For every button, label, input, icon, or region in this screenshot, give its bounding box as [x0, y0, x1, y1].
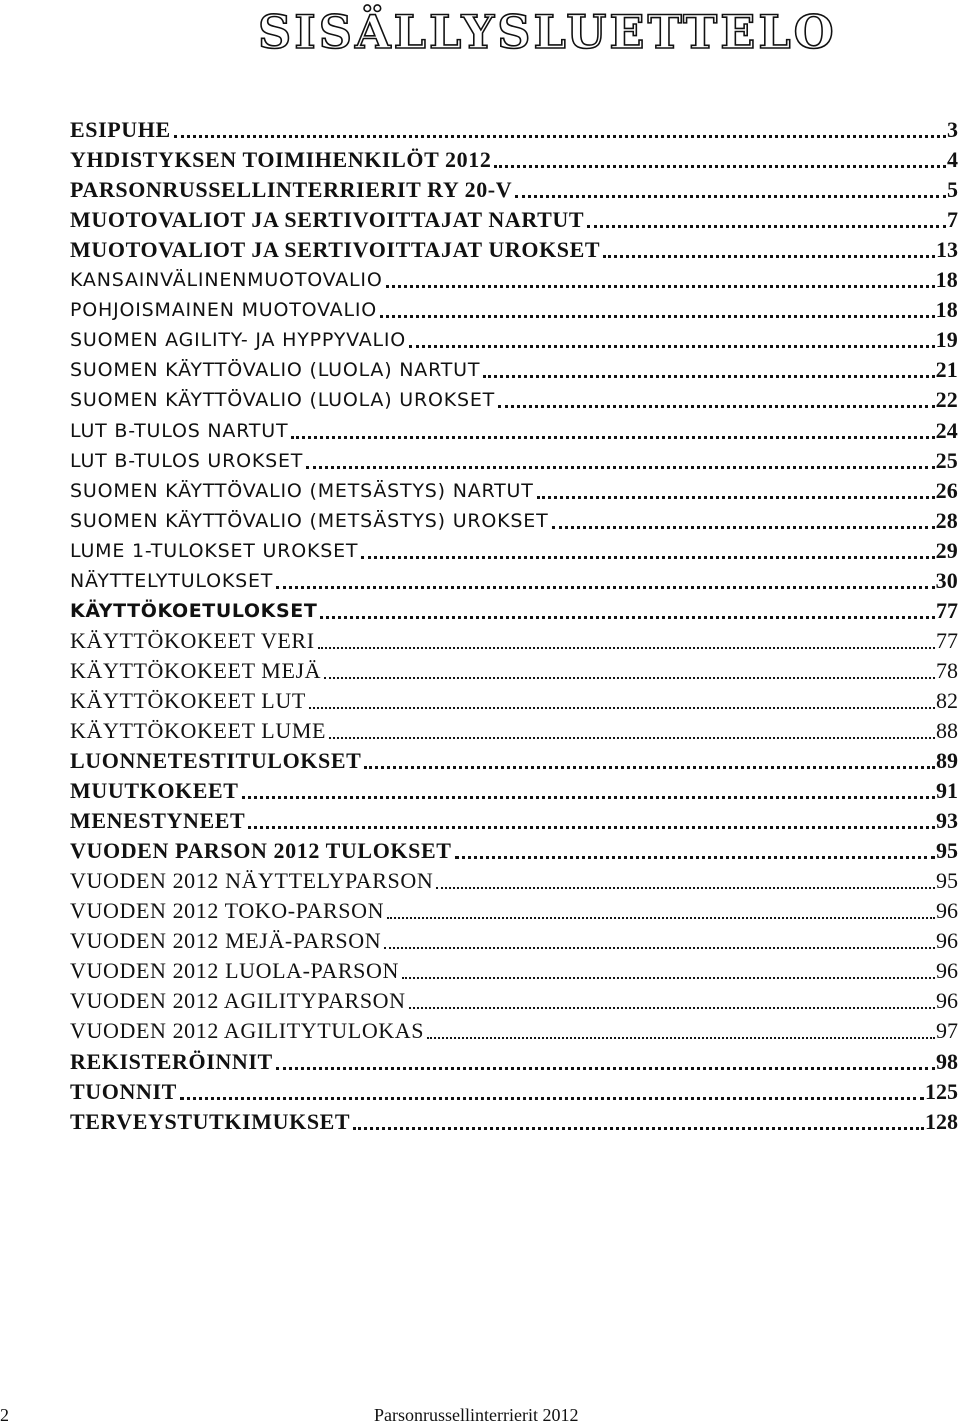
toc-entry-page-number: 96 — [936, 988, 958, 1014]
toc-entry-page-number: 96 — [936, 898, 958, 924]
toc-entry-label: MUOTOVALIOT JA SERTIVOITTAJAT NARTUT — [70, 207, 585, 233]
toc-entry-page-number: 26 — [935, 477, 958, 503]
toc-entry-page-number: 13 — [936, 237, 958, 263]
toc-entry — [70, 804, 958, 834]
dot-leader — [291, 430, 934, 439]
toc-entry-label: ESIPUHE — [70, 117, 171, 143]
toc-entry-label: LUT B-TULOS UROKSET — [70, 449, 304, 472]
toc-entry-label: VUODEN 2012 AGILITYTULOKAS — [70, 1018, 425, 1044]
toc-entry — [70, 744, 958, 774]
toc-entry-page-number: 95 — [936, 838, 958, 864]
toc-entry-label: TERVEYSTUTKIMUKSET — [70, 1108, 351, 1134]
dot-leader — [242, 790, 935, 799]
toc-entry — [70, 714, 958, 744]
toc-entry — [70, 654, 958, 684]
toc-entry-page-number: 95 — [936, 868, 958, 894]
toc-entry-page-number: 93 — [936, 808, 958, 834]
toc-entry — [70, 263, 958, 293]
dot-leader — [380, 309, 935, 318]
dot-leader — [387, 911, 935, 919]
toc-entry — [70, 564, 958, 594]
toc-entry — [70, 864, 958, 894]
toc-entry-page-number: 4 — [947, 147, 958, 173]
dot-leader — [409, 339, 935, 348]
toc-entry — [70, 323, 958, 353]
dot-leader — [603, 249, 935, 258]
dot-leader — [494, 159, 946, 168]
toc-entry-page-number: 89 — [936, 748, 958, 774]
toc-entry — [70, 684, 958, 714]
toc-entry-page-number: 18 — [935, 297, 958, 323]
dot-leader — [515, 189, 946, 198]
page-title: SISÄLLYSLUETTELO — [258, 5, 837, 59]
toc-entry — [70, 1014, 958, 1044]
toc-entry-label: SUOMEN KÄYTTÖVALIO (LUOLA) NARTUT — [70, 359, 481, 382]
toc-entry-page-number: 28 — [935, 507, 958, 533]
toc-entry-page-number: 77 — [936, 627, 958, 653]
dot-leader — [364, 760, 935, 769]
toc-entry-page-number: 29 — [935, 537, 958, 563]
toc-entry — [70, 1105, 958, 1135]
toc-entry — [70, 203, 958, 233]
toc-entry-label: VUODEN 2012 NÄYTTELYPARSON — [70, 868, 434, 894]
dot-leader — [306, 460, 934, 469]
toc-entry-label: PARSONRUSSELLINTERRIERIT RY 20-V — [70, 177, 513, 203]
toc-entry-label: LUONNETESTITULOKSET — [70, 748, 362, 774]
toc-entry-label: SUOMEN AGILITY- JA HYPPYVALIO — [70, 329, 407, 352]
dot-leader — [324, 671, 935, 679]
publication-footer: Parsonrussellinterrierit 2012 — [374, 1405, 579, 1425]
toc-entry-page-number: 21 — [935, 357, 958, 383]
toc-entry-label: VUODEN 2012 MEJÄ-PARSON — [70, 928, 382, 954]
toc-entry-label: LUME 1-TULOKSET UROKSET — [70, 539, 359, 562]
toc-entry-page-number: 96 — [936, 958, 958, 984]
dot-leader — [455, 850, 936, 859]
toc-entry — [70, 233, 958, 263]
toc-entry-page-number: 19 — [935, 327, 958, 353]
toc-entry — [70, 954, 958, 984]
dot-leader — [174, 129, 946, 138]
toc-entry-label: VUODEN 2012 LUOLA-PARSON — [70, 958, 399, 984]
dot-leader — [353, 1121, 924, 1130]
toc-entry-label: VUODEN 2012 TOKO-PARSON — [70, 898, 385, 924]
toc-entry-page-number: 7 — [947, 207, 958, 233]
toc-entry-label: SUOMEN KÄYTTÖVALIO (METSÄSTYS) NARTUT — [70, 479, 534, 502]
toc-entry — [70, 353, 958, 383]
toc-entry-page-number: 22 — [935, 387, 958, 413]
dot-leader — [427, 1031, 935, 1039]
toc-entry-label: MUUTKOKEET — [70, 778, 239, 804]
toc-entry — [70, 834, 958, 864]
toc-entry — [70, 383, 958, 413]
toc-entry-label: TUONNIT — [70, 1078, 177, 1104]
toc-entry-page-number: 18 — [935, 267, 958, 293]
dot-leader — [386, 279, 935, 288]
dot-leader — [276, 580, 934, 589]
toc-entry — [70, 143, 958, 173]
toc-entry-label: KÄYTTÖKOKEET LUT — [70, 687, 306, 713]
toc-entry-label: NÄYTTELYTULOKSET — [70, 569, 274, 592]
toc-entry-label: REKISTERÖINNIT — [70, 1048, 273, 1074]
toc-entry — [70, 444, 958, 474]
dot-leader — [384, 941, 935, 949]
dot-leader — [483, 369, 934, 378]
toc-entry-page-number: 3 — [947, 117, 958, 143]
toc-entry — [70, 624, 958, 654]
toc-entry-label: VUODEN PARSON 2012 TULOKSET — [70, 838, 452, 864]
toc-entry-label: POHJOISMAINEN MUOTOVALIO — [70, 299, 377, 322]
toc-entry-page-number: 91 — [936, 778, 958, 804]
toc-entry-label: SUOMEN KÄYTTÖVALIO (LUOLA) UROKSET — [70, 389, 496, 412]
toc-entry — [70, 173, 958, 203]
dot-leader — [537, 490, 935, 499]
dot-leader — [318, 641, 935, 649]
toc-entry — [70, 984, 958, 1014]
toc-entry-page-number: 125 — [925, 1078, 958, 1104]
toc-entry-page-number: 77 — [936, 597, 958, 623]
toc-entry-page-number: 24 — [935, 417, 958, 443]
toc-entry-page-number: 82 — [936, 687, 958, 713]
toc-entry-label: KÄYTTÖKOKEET VERI — [70, 627, 315, 653]
dot-leader — [587, 219, 946, 228]
toc-entry-label: LUT B-TULOS NARTUT — [70, 419, 289, 442]
toc-entry — [70, 474, 958, 504]
toc-entry-label: KANSAINVÄLINENMUOTOVALIO — [70, 269, 383, 292]
toc-entry-page-number: 78 — [936, 657, 958, 683]
page-number: 2 — [0, 1405, 9, 1425]
dot-leader — [552, 520, 935, 529]
toc-entry-label: KÄYTTÖKOKEET LUME — [70, 717, 327, 743]
toc-entry — [70, 924, 958, 954]
dot-leader — [361, 550, 934, 559]
toc-entry-label: YHDISTYKSEN TOIMIHENKILÖT 2012 — [70, 147, 492, 173]
toc-entry — [70, 504, 958, 534]
toc-entry — [70, 1044, 958, 1074]
toc-entry-page-number: 5 — [947, 177, 958, 203]
dot-leader — [409, 1001, 935, 1009]
dot-leader — [436, 881, 935, 889]
toc-entry — [70, 113, 958, 143]
toc-entry-page-number: 128 — [925, 1108, 958, 1134]
toc-entry-page-number: 25 — [935, 447, 958, 473]
toc-entry-page-number: 97 — [936, 1018, 958, 1044]
toc-entry-page-number: 96 — [936, 928, 958, 954]
dot-leader — [248, 820, 935, 829]
table-of-contents — [70, 113, 958, 1135]
toc-entry-page-number: 30 — [935, 567, 958, 593]
dot-leader — [402, 971, 935, 979]
toc-entry — [70, 534, 958, 564]
toc-entry — [70, 293, 958, 323]
toc-entry-label: SUOMEN KÄYTTÖVALIO (METSÄSTYS) UROKSET — [70, 509, 549, 532]
dot-leader — [276, 1061, 935, 1070]
toc-entry-label: KÄYTTÖKOETULOKSET — [70, 599, 318, 622]
toc-entry-page-number: 98 — [936, 1048, 958, 1074]
toc-entry — [70, 594, 958, 624]
dot-leader — [180, 1091, 924, 1100]
toc-entry — [70, 1075, 958, 1105]
toc-entry-page-number: 88 — [936, 717, 958, 743]
toc-entry — [70, 894, 958, 924]
dot-leader — [329, 731, 935, 739]
toc-entry-label: KÄYTTÖKOKEET MEJÄ — [70, 657, 322, 683]
dot-leader — [498, 399, 935, 408]
toc-entry-label: VUODEN 2012 AGILITYPARSON — [70, 988, 406, 1014]
toc-entry — [70, 774, 958, 804]
dot-leader — [309, 701, 935, 709]
dot-leader — [320, 610, 935, 619]
toc-entry-label: MUOTOVALIOT JA SERTIVOITTAJAT UROKSET — [70, 237, 601, 263]
toc-entry — [70, 413, 958, 443]
toc-entry-label: MENESTYNEET — [70, 808, 246, 834]
